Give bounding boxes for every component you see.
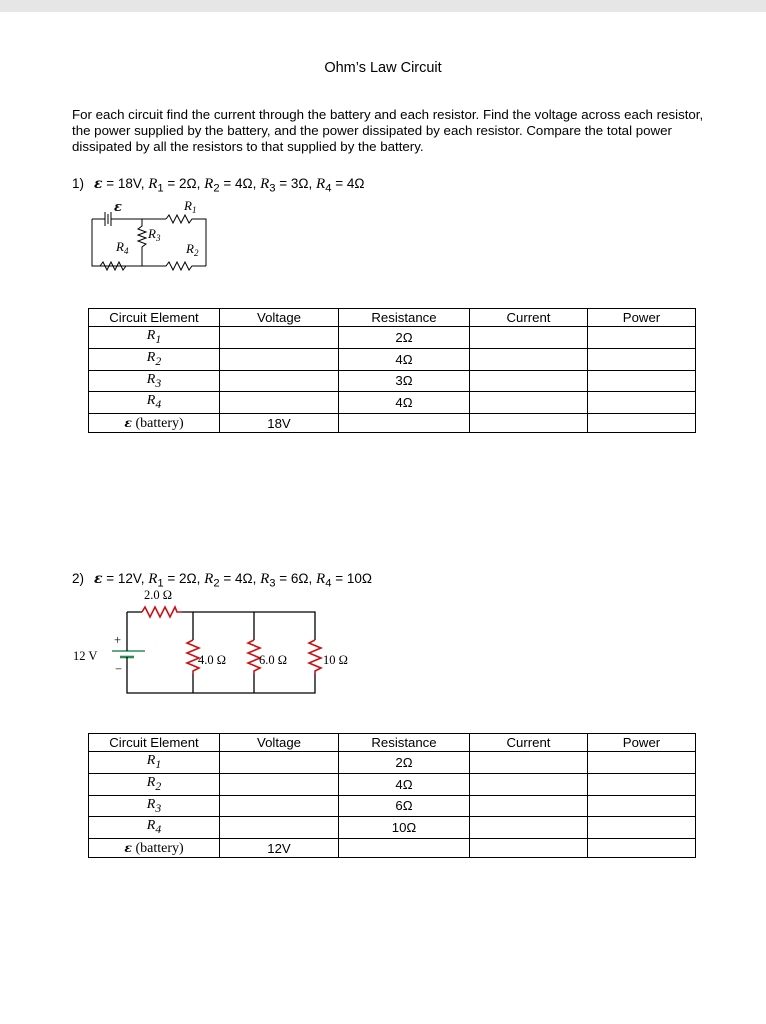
header-voltage: Voltage [220,734,339,752]
element-cell [89,752,220,774]
element-sub: 2 [155,354,162,368]
resistance-cell: 4Ω [339,773,470,795]
element-sub: 1 [155,332,162,346]
instructions: For each circuit find the current through the battery and each resistor. Find the voltage across each resistor, the power supplied by the battery, and the power dissipated by each resistor. Compare the total power dissipated by all the resistors to that supplied by the battery. [72,107,704,154]
diagram-r4-sub: 4 [123,246,129,256]
current-cell[interactable] [470,327,588,349]
problem-2-statement [72,571,372,590]
element-sub: 2 [155,779,162,793]
header-power: Power [588,734,696,752]
r4-value: = 10Ω [331,571,372,586]
label-4-ohm: 4.0 Ω [198,653,227,667]
diagram-r1-label [183,198,196,215]
r1-value: = 2Ω, [163,176,205,191]
resistance-cell: 4Ω [339,348,470,370]
diagram-r2-label [185,241,199,258]
r1-sub: 1 [157,577,164,590]
r3-value: = 3Ω, [275,176,317,191]
r2-value: = 4Ω, [219,176,261,191]
diagram-r4-label [115,239,129,256]
problem-1-number: 1) [72,176,85,191]
r1-label: R [148,571,158,587]
resistor-10-ohm [309,640,321,674]
power-cell[interactable] [588,773,696,795]
plus-sign: + [114,633,122,647]
emf-value: = 12V, [102,571,149,586]
table-row [89,327,696,349]
power-cell[interactable] [588,817,696,839]
element-letter: R [146,328,156,343]
header-resistance: Resistance [339,309,470,327]
resistance-cell: 2Ω [339,327,470,349]
resistance-cell: 4Ω [339,392,470,414]
r2-label: R [204,571,214,587]
current-cell[interactable] [470,392,588,414]
problem-1-statement [72,176,364,195]
r4-label: R [316,176,326,192]
element-sub: 1 [155,757,162,771]
r1-sub: 1 [157,182,164,195]
label-2-ohm: 2.0 Ω [144,588,173,602]
r4-sub: 4 [325,577,332,590]
battery-resistance-cell[interactable] [339,414,470,433]
voltage-cell[interactable] [220,795,339,817]
element-letter: R [146,371,156,387]
diagram-r3-sub: 3 [155,233,161,243]
header-voltage: Voltage [220,309,339,327]
battery-voltage-cell: 18V [220,414,339,433]
element-cell [89,370,220,392]
battery-emf-symbol: ε [124,840,132,856]
element-cell [89,327,220,349]
r4-value: = 4Ω [331,176,365,191]
diagram-r1-letter: R [184,198,192,213]
resistor-r3 [138,219,146,266]
diagram-r4-letter: R [116,239,124,254]
r2-label: R [204,176,214,192]
voltage-cell[interactable] [220,348,339,370]
power-cell[interactable] [588,392,696,414]
header-current: Current [470,309,588,327]
data-table-2 [88,733,696,858]
current-cell[interactable] [470,370,588,392]
battery-power-cell[interactable] [588,414,696,433]
r4-label: R [316,571,326,587]
diagram-r1-sub: 1 [191,205,197,215]
r1-value: = 2Ω, [163,571,205,586]
data-table-1 [88,308,696,433]
element-letter: R [146,774,156,790]
element-sub: 4 [155,823,162,837]
current-cell[interactable] [470,773,588,795]
power-cell[interactable] [588,370,696,392]
element-cell [89,795,220,817]
header-power: Power [588,309,696,327]
voltage-cell[interactable] [220,817,339,839]
diagram-emf-label: ε [114,200,122,215]
r2-sub: 2 [213,577,220,590]
table-row [89,817,696,839]
current-cell[interactable] [470,795,588,817]
circuit-diagram-2 [70,588,370,698]
resistance-cell: 10Ω [339,817,470,839]
current-cell[interactable] [470,752,588,774]
table-header-row [89,734,696,752]
voltage-cell[interactable] [220,752,339,774]
emf-value: = 18V, [102,176,149,191]
emf-symbol: ε [94,571,103,587]
table-row [89,348,696,370]
r3-label: R [260,571,270,587]
table-row [89,752,696,774]
diagram-r3-letter: R [148,226,156,241]
element-letter: R [146,818,156,834]
battery-element-cell [89,839,220,858]
battery-resistance-cell[interactable] [339,839,470,858]
diagram-r2-letter: R [186,241,194,256]
r2-sub: 2 [213,182,220,195]
diagram-r3-label [147,226,161,243]
table-row [89,392,696,414]
battery-symbol [112,644,145,664]
diagram-r2-sub: 2 [193,248,199,258]
voltage-cell[interactable] [220,773,339,795]
resistance-cell: 2Ω [339,752,470,774]
element-letter: R [146,796,156,812]
element-sub: 3 [155,801,162,815]
circuit-diagram-1 [88,196,218,276]
element-sub: 4 [155,398,162,412]
battery-symbol [105,212,111,226]
minus-sign: − [115,662,123,676]
battery-element-cell [89,414,220,433]
power-cell[interactable] [588,795,696,817]
voltage-cell[interactable] [220,392,339,414]
header-resistance: Resistance [339,734,470,752]
element-letter: R [146,349,156,365]
battery-voltage-cell: 12V [220,839,339,858]
battery-row [89,839,696,858]
wire-left [92,219,130,266]
table-row [89,773,696,795]
table-row [89,795,696,817]
battery-current-cell[interactable] [470,414,588,433]
element-cell [89,392,220,414]
voltage-cell[interactable] [220,370,339,392]
header-circuit-element: Circuit Element [89,309,220,327]
r3-sub: 3 [269,577,276,590]
battery-power-cell[interactable] [588,839,696,858]
r3-sub: 3 [269,182,276,195]
element-cell [89,773,220,795]
element-sub: 3 [155,376,162,390]
emf-symbol: ε [94,176,103,192]
r2-value: = 4Ω, [219,571,261,586]
element-cell [89,348,220,370]
voltage-cell[interactable] [220,327,339,349]
element-letter: R [146,753,156,768]
current-cell[interactable] [470,817,588,839]
problem-2-number: 2) [72,571,85,586]
page-title: Ohm’s Law Circuit [324,60,442,76]
r1-label: R [148,176,158,192]
table-row [89,370,696,392]
power-cell[interactable] [588,327,696,349]
table-header-row [89,309,696,327]
header-current: Current [470,734,588,752]
battery-row [89,414,696,433]
resistor-2-ohm [142,607,182,617]
power-cell[interactable] [588,348,696,370]
label-6-ohm: 6.0 Ω [259,653,288,667]
top-bar [0,0,766,12]
r4-sub: 4 [325,182,332,195]
battery-label: (battery) [131,416,184,432]
label-10-ohm: 10 Ω [323,653,348,667]
r3-label: R [260,176,270,192]
element-letter: R [146,393,156,409]
label-12-v: 12 V [73,649,98,663]
header-circuit-element: Circuit Element [89,734,220,752]
battery-current-cell[interactable] [470,839,588,858]
battery-emf-symbol: ε [124,415,132,431]
resistance-cell: 6Ω [339,795,470,817]
power-cell[interactable] [588,752,696,774]
battery-label: (battery) [131,841,184,857]
current-cell[interactable] [470,348,588,370]
element-cell [89,817,220,839]
resistor-r2 [142,262,206,270]
r3-value: = 6Ω, [275,571,317,586]
resistance-cell: 3Ω [339,370,470,392]
